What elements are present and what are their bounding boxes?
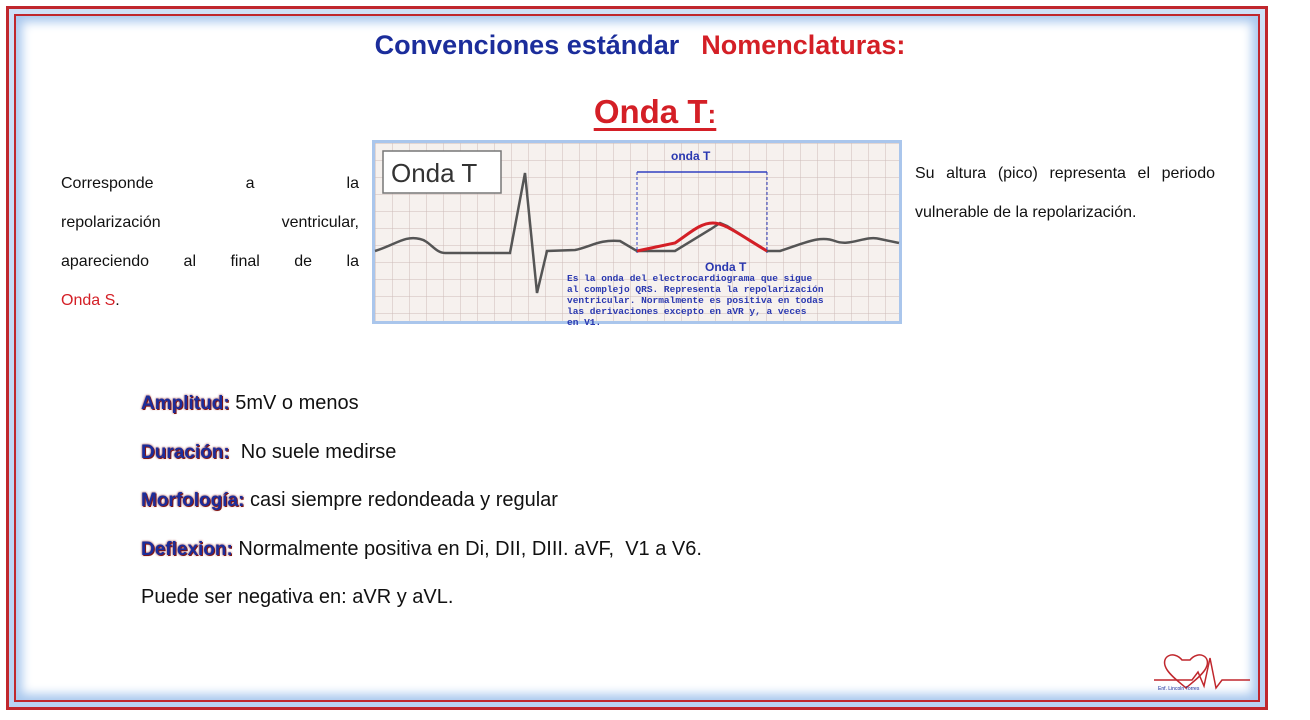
ecg-image	[372, 140, 902, 328]
ecg-caption-2: al complejo QRS. Representa la repolarización	[567, 284, 824, 295]
slide-title	[0, 30, 1280, 61]
ecg-caption-3: ventricular. Normalmente es positiva en todas	[567, 295, 824, 306]
left-line-4	[61, 281, 359, 320]
left-line-3: apareciendo al final de la	[61, 253, 359, 270]
detail-label: Morfología:	[141, 490, 245, 511]
detail-row-amplitud	[141, 392, 702, 441]
left-line-end: .	[115, 292, 120, 309]
ecg-top-label: onda T	[671, 149, 711, 163]
left-line-1: Corresponde a la	[61, 175, 359, 192]
detail-label: Amplitud:	[141, 393, 230, 414]
wave-details-list	[141, 392, 702, 635]
detail-row-deflexion	[141, 538, 702, 587]
slide-subtitle	[0, 93, 1310, 131]
ecg-caption-1: Es la onda del electrocardiograma que sigue	[567, 273, 813, 284]
detail-row-morfologia	[141, 489, 702, 538]
detail-label: Deflexion:	[141, 538, 233, 560]
ecg-diagram	[375, 143, 899, 328]
subtitle-colon: :	[707, 99, 717, 129]
logo-text: Enf. Lincoln Torres	[1158, 686, 1200, 692]
ecg-caption-5: en V1.	[567, 317, 602, 328]
detail-value: Normalmente positiva en Di, DII, DIII. aVF, V1 a V6.	[232, 537, 702, 560]
right-description: Su altura (pico) representa el periodo vulnerable de la repolarización.	[915, 165, 1215, 221]
ecg-caption-4: las derivaciones excepto en aVR y, a veces	[567, 306, 807, 317]
detail-value: casi siempre redondeada y regular	[244, 489, 558, 511]
onda-s-highlight: Onda S	[61, 292, 116, 309]
ecg-bottom-label: Onda T	[705, 260, 747, 274]
detail-row-duracion	[141, 441, 702, 490]
subtitle-text: Onda T	[593, 93, 708, 130]
ecg-heading: Onda T	[391, 158, 478, 188]
detail-row-negativa	[141, 586, 702, 635]
detail-label: Duración:	[141, 441, 230, 463]
detail-value: Puede ser negativa en: aVR y aVL.	[141, 586, 454, 608]
title-part-1: Convenciones estándar	[374, 30, 680, 60]
heart-ecg-logo	[1152, 650, 1252, 692]
detail-value: 5mV o menos	[229, 392, 359, 414]
left-description	[61, 164, 359, 320]
title-part-2: Nomenclaturas:	[701, 30, 906, 60]
left-line-2: repolarización ventricular,	[61, 214, 359, 231]
detail-value: No suele medirse	[229, 440, 397, 463]
